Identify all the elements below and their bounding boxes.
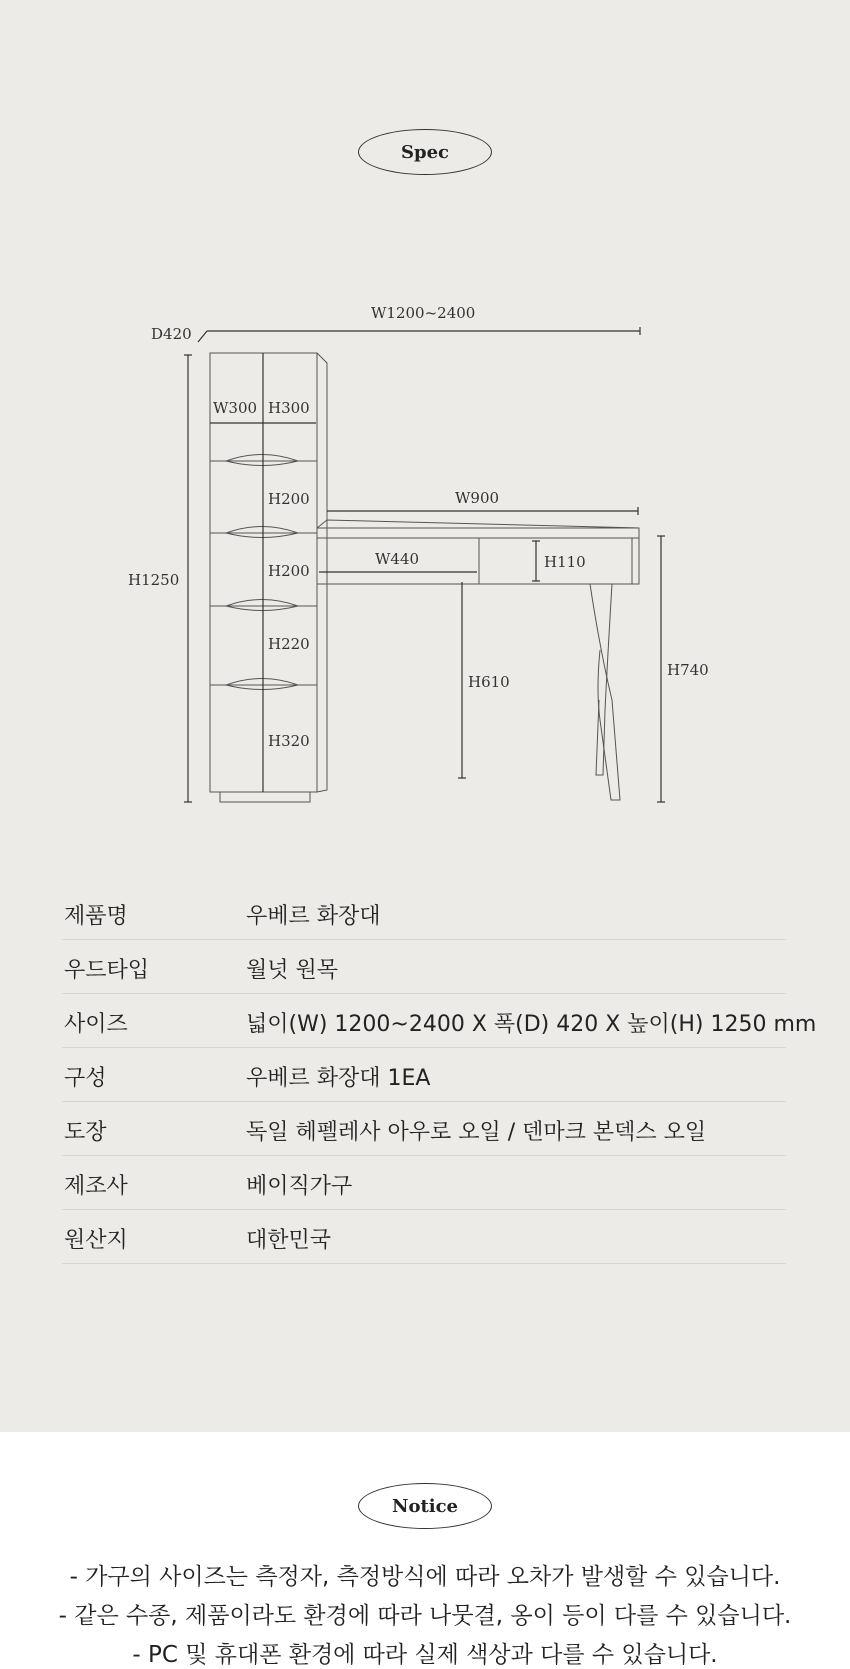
- desk-drawer-height-label: H110: [544, 553, 586, 571]
- spec-label: 제품명: [64, 904, 128, 929]
- spec-value: 넓이(W) 1200~2400 X 폭(D) 420 X 높이(H) 1250 mm: [246, 1012, 817, 1037]
- spec-label: 도장: [64, 1120, 107, 1145]
- spec-value: 월넛 원목: [246, 958, 339, 983]
- spec-row-product-name: [62, 886, 786, 940]
- drawer4-height-label: H220: [268, 635, 310, 653]
- desk-drawer-width-label: W440: [375, 550, 420, 568]
- spec-heading: Spec: [358, 129, 492, 175]
- spec-row-composition: [62, 1048, 786, 1102]
- spec-row-origin: [62, 1210, 786, 1264]
- spec-row-size: [62, 994, 817, 1048]
- notice-heading: Notice: [358, 1483, 492, 1529]
- spec-row-wood-type: [62, 940, 786, 994]
- spec-label: 제조사: [64, 1174, 128, 1199]
- depth-label: D420: [151, 325, 192, 343]
- spec-row-manufacturer: [62, 1156, 786, 1210]
- notice-line: - 가구의 사이즈는 측정자, 측정방식에 따라 오차가 발생할 수 있습니다.: [69, 1564, 781, 1590]
- spec-value: 독일 헤펠레사 아우로 오일 / 덴마크 본덱스 오일: [246, 1120, 707, 1145]
- spec-table: [62, 886, 817, 1264]
- notice-line: - 같은 수종, 제품이라도 환경에 따라 나뭇결, 옹이 등이 다를 수 있습니다.: [58, 1603, 792, 1629]
- drawer-width-label: W300: [213, 399, 258, 417]
- drawer2-height-label: H200: [268, 490, 310, 508]
- desk-width-label: W900: [455, 489, 500, 507]
- spec-label: 구성: [64, 1066, 107, 1091]
- spec-row-finish: [62, 1102, 786, 1156]
- total-height-label: H1250: [128, 571, 180, 589]
- spec-value: 베이직가구: [246, 1174, 353, 1199]
- knee-height-label: H610: [468, 673, 510, 691]
- drawer1-height-label: H300: [268, 399, 310, 417]
- spec-label: 원산지: [64, 1228, 128, 1253]
- spec-value: 대한민국: [246, 1228, 332, 1253]
- desk-height-label: H740: [667, 661, 709, 679]
- spec-label: 사이즈: [64, 1012, 128, 1037]
- drawer5-height-label: H320: [268, 732, 310, 750]
- product-dimension-drawing: [0, 0, 850, 820]
- spec-label: 우드타입: [64, 958, 150, 983]
- spec-value: 우베르 화장대: [246, 904, 381, 929]
- total-width-label: W1200~2400: [371, 304, 476, 322]
- notice-line: - PC 및 휴대폰 환경에 따라 실제 색상과 다를 수 있습니다.: [132, 1642, 718, 1668]
- drawer3-height-label: H200: [268, 562, 310, 580]
- spec-value: 우베르 화장대 1EA: [246, 1066, 431, 1091]
